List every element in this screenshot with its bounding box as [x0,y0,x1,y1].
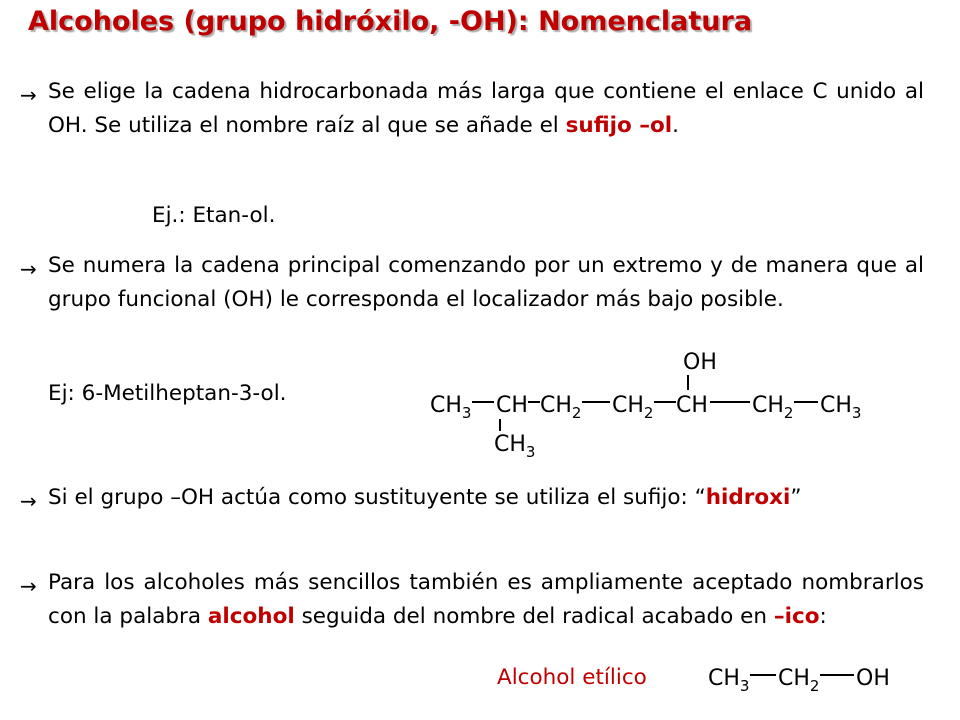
structure-etanol [706,655,916,695]
chain-ch3-start: $CH_3$ [430,393,472,422]
arrow-right-icon: → [20,257,37,281]
rule-4-middle: seguida del nombre del radical acabado en [294,604,774,629]
rule-2 [48,249,924,317]
rule-4-end: : [819,604,827,629]
rule-1 [48,75,924,143]
chain-ch-1: CH [496,393,528,418]
etanol-ch3: $CH_3$ [708,666,750,695]
rule-4-highlight: alcohol [207,604,295,629]
methyl-substituent: $CH_3$ [494,432,536,461]
slide-title: Alcoholes (grupo hidróxilo, -OH): Nomenclatura [28,6,753,37]
arrow-right-icon: → [20,83,37,107]
rule-4-highlight-2: –ico [773,604,820,629]
etanol-oh: OH [856,666,890,691]
chain-ch2-2: $CH_2$ [612,393,654,422]
chain-ch3-end: $CH_3$ [820,393,862,422]
chain-ch-2: CH [676,393,708,418]
rule-2-text: Se numera la cadena principal comenzando por un extremo y de manera que al grupo funcional (OH) le corresponda el localizador más bajo posible. [48,253,924,312]
chain-ch2-1: $CH_2$ [540,393,582,422]
rule-3-text: Si el grupo –OH actúa como sustituyente se utiliza el sufijo: “ [48,485,706,510]
example-etanol: Ej.: Etan-ol. [152,203,276,228]
arrow-right-icon: → [20,574,37,598]
rule-4-text: Para los alcoholes más sencillos también es ampliamente aceptado nombrarlos con la palabra [48,570,924,629]
rule-3 [48,481,924,515]
etanol-ch2: $CH_2$ [778,666,820,695]
oh-group: OH [683,350,717,375]
rule-4 [48,566,924,634]
rule-1-end: . [672,113,680,138]
rule-3-highlight: hidroxi [705,485,791,510]
rule-1-text: Se elige la cadena hidrocarbonada más larga que contiene el enlace C unido al OH. Se utiliza el nombre raíz al que se añade el [48,79,924,138]
example-metilheptanol: Ej: 6-Metilheptan-3-ol. [48,381,287,406]
rule-3-end: ” [790,485,802,510]
structure-metilheptanol [420,345,890,465]
chain-ch2-3: $CH_2$ [752,393,794,422]
example-alcohol-etilico: Alcohol etílico [497,665,647,690]
rule-1-highlight: sufijo –ol [565,113,673,138]
arrow-right-icon: → [20,489,37,513]
